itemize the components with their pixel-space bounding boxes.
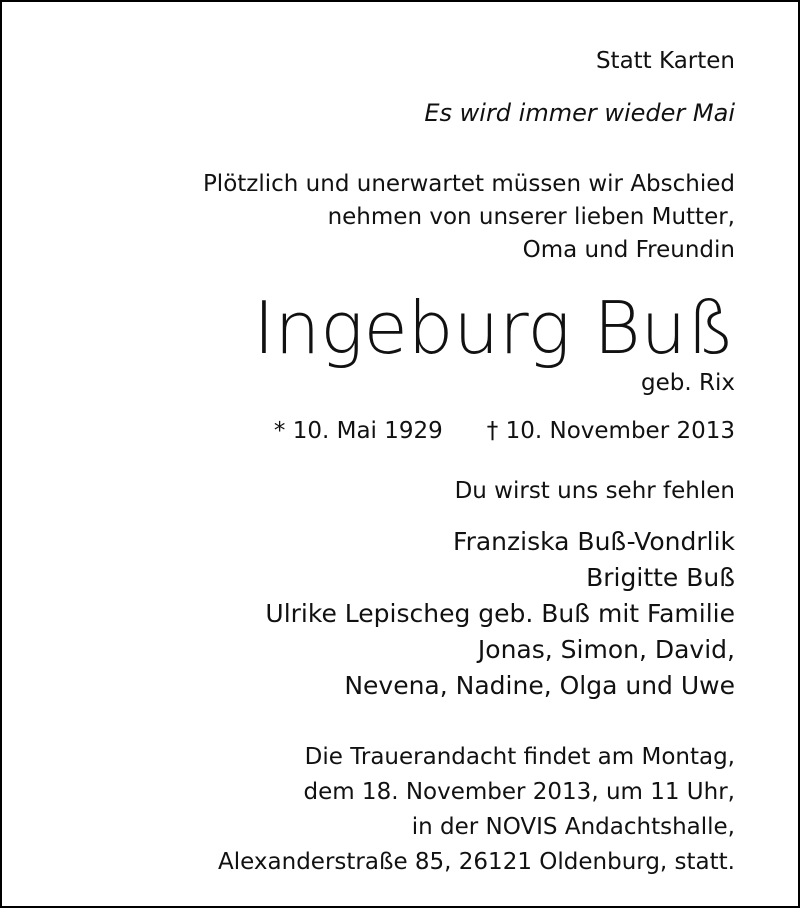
mourner-line: Franziska Buß-Vondrlik bbox=[453, 527, 735, 556]
service-line: in der NOVIS Andachtshalle, bbox=[411, 814, 735, 840]
intro-line: Oma und Freundin bbox=[522, 237, 735, 263]
header-text: Statt Karten bbox=[595, 48, 735, 74]
mourners-list bbox=[265, 524, 735, 704]
motto: Es wird immer wieder Mai bbox=[424, 99, 735, 127]
life-dates bbox=[274, 416, 735, 446]
born-name: geb. Rix bbox=[641, 370, 735, 396]
service-line: Alexanderstraße 85, 26121 Oldenburg, statt. bbox=[218, 849, 735, 875]
death-date: † 10. November 2013 bbox=[486, 418, 735, 444]
mourner-line: Jonas, Simon, David, bbox=[477, 635, 735, 664]
mourner-line: Ulrike Lepischeg geb. Buß mit Familie bbox=[265, 599, 735, 628]
mourner-line: Nevena, Nadine, Olga und Uwe bbox=[344, 671, 735, 700]
intro-text bbox=[203, 168, 735, 267]
service-line: Die Trauerandacht findet am Montag, bbox=[304, 744, 735, 770]
deceased-name: Ingeburg Buß bbox=[253, 286, 735, 370]
birth-date: * 10. Mai 1929 bbox=[273, 418, 443, 444]
intro-line: Plötzlich und unerwartet müssen wir Abschied bbox=[202, 171, 735, 197]
service-line: dem 18. November 2013, um 11 Uhr, bbox=[303, 779, 735, 805]
farewell-text: Du wirst uns sehr fehlen bbox=[454, 478, 735, 504]
intro-line: nehmen von unserer lieben Mutter, bbox=[327, 204, 735, 230]
service-details bbox=[218, 740, 735, 880]
mourner-line: Brigitte Buß bbox=[586, 563, 735, 592]
